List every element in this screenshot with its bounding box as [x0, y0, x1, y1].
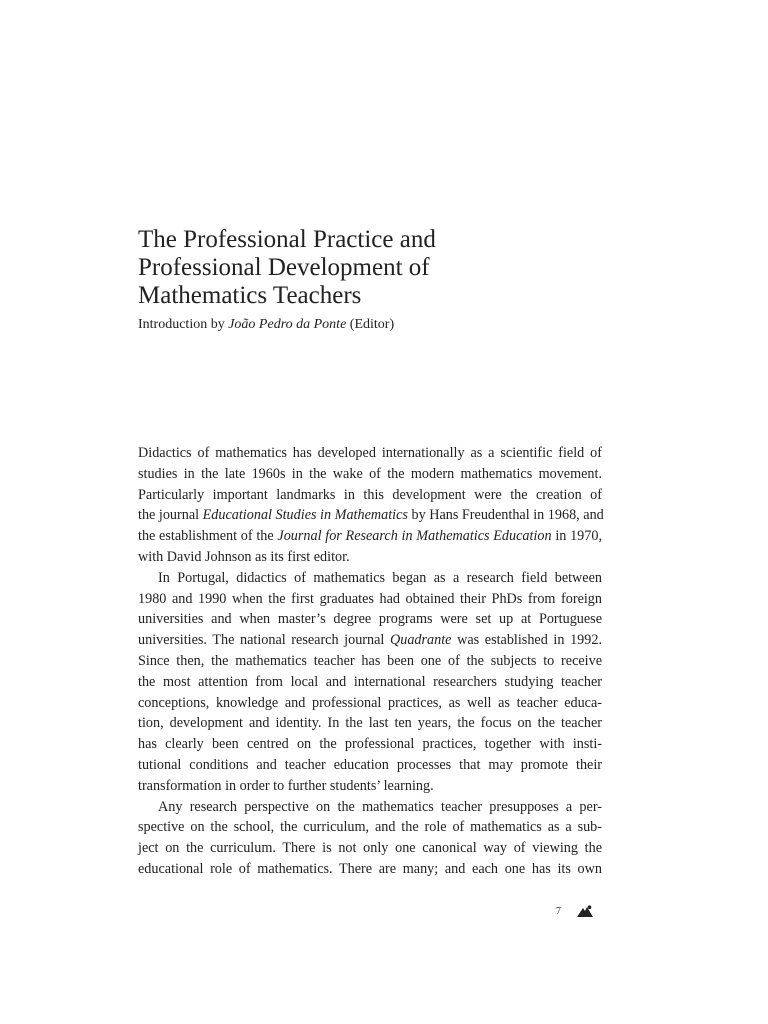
text-line: Particularly important landmarks in this development were the creation of	[138, 486, 602, 503]
publisher-logo-icon	[577, 905, 593, 917]
text-line: conceptions, knowledge and professional practices, as well as teacher educa-	[138, 694, 602, 711]
journal-title: Quadrante	[389, 632, 452, 649]
byline	[138, 316, 394, 334]
text-run: the establishment of the	[138, 528, 278, 545]
paragraph-1	[138, 443, 602, 568]
text-line: ject on the curriculum. There is not only one canonical way of viewing the	[138, 840, 602, 857]
text-line: educational role of mathematics. There are many; and each one has its own	[138, 860, 602, 877]
byline-prefix: Introduction by	[138, 317, 225, 332]
text-run: was established in 1992.	[451, 632, 602, 649]
byline-suffix: (Editor)	[349, 317, 395, 332]
text-line: In Portugal, didactics of mathematics began as a research field between	[158, 569, 602, 586]
text-line: universities and when master’s degree programs were set up at Portuguese	[138, 611, 602, 628]
text-line: Since then, the mathematics teacher has been one of the subjects to receive	[138, 652, 602, 669]
journal-title: Journal for Research in Mathematics Education	[277, 528, 552, 545]
text-line: transformation in order to further students’ learning.	[138, 777, 434, 794]
text-line	[138, 630, 602, 651]
paragraph-3	[138, 797, 602, 880]
text-line: spective on the school, the curriculum, and the role of mathematics as a sub-	[138, 819, 602, 836]
text-line: Any research perspective on the mathematics teacher presupposes a per-	[158, 798, 602, 815]
title-line: Professional Development of	[138, 254, 430, 281]
text-line: studies in the late 1960s in the wake of the modern mathematics movement.	[138, 465, 602, 482]
text-run: by Hans Freudenthal in 1968, and	[407, 507, 604, 524]
text-line: tutional conditions and teacher education processes that may promote their	[138, 756, 602, 773]
text-run: the journal	[138, 507, 203, 524]
chapter-title	[138, 226, 608, 310]
journal-title: Educational Studies in Mathematics	[202, 507, 408, 524]
body-text	[138, 443, 602, 880]
text-run: universities. The national research journal	[138, 632, 390, 649]
page-footer	[556, 905, 593, 917]
text-line: has clearly been centred on the professional practices, together with insti-	[138, 736, 602, 753]
page-number: 7	[556, 905, 561, 917]
text-line: with David Johnson as its first editor.	[138, 548, 350, 565]
paragraph-2	[138, 568, 602, 797]
text-line: Didactics of mathematics has developed internationally as a scientific field of	[138, 445, 602, 461]
text-line	[138, 526, 602, 547]
text-line: 1980 and 1990 when the first graduates had obtained their PhDs from foreign	[138, 590, 602, 607]
text-line: the most attention from local and international researchers studying teacher	[138, 673, 602, 690]
text-line: tion, development and identity. In the last ten years, the focus on the teacher	[138, 715, 602, 732]
title-line: Mathematics Teachers	[138, 282, 362, 309]
text-line	[138, 505, 602, 526]
text-run: in 1970,	[551, 528, 602, 545]
title-line: The Professional Practice and	[138, 226, 436, 253]
author-name: João Pedro da Ponte	[228, 317, 347, 332]
